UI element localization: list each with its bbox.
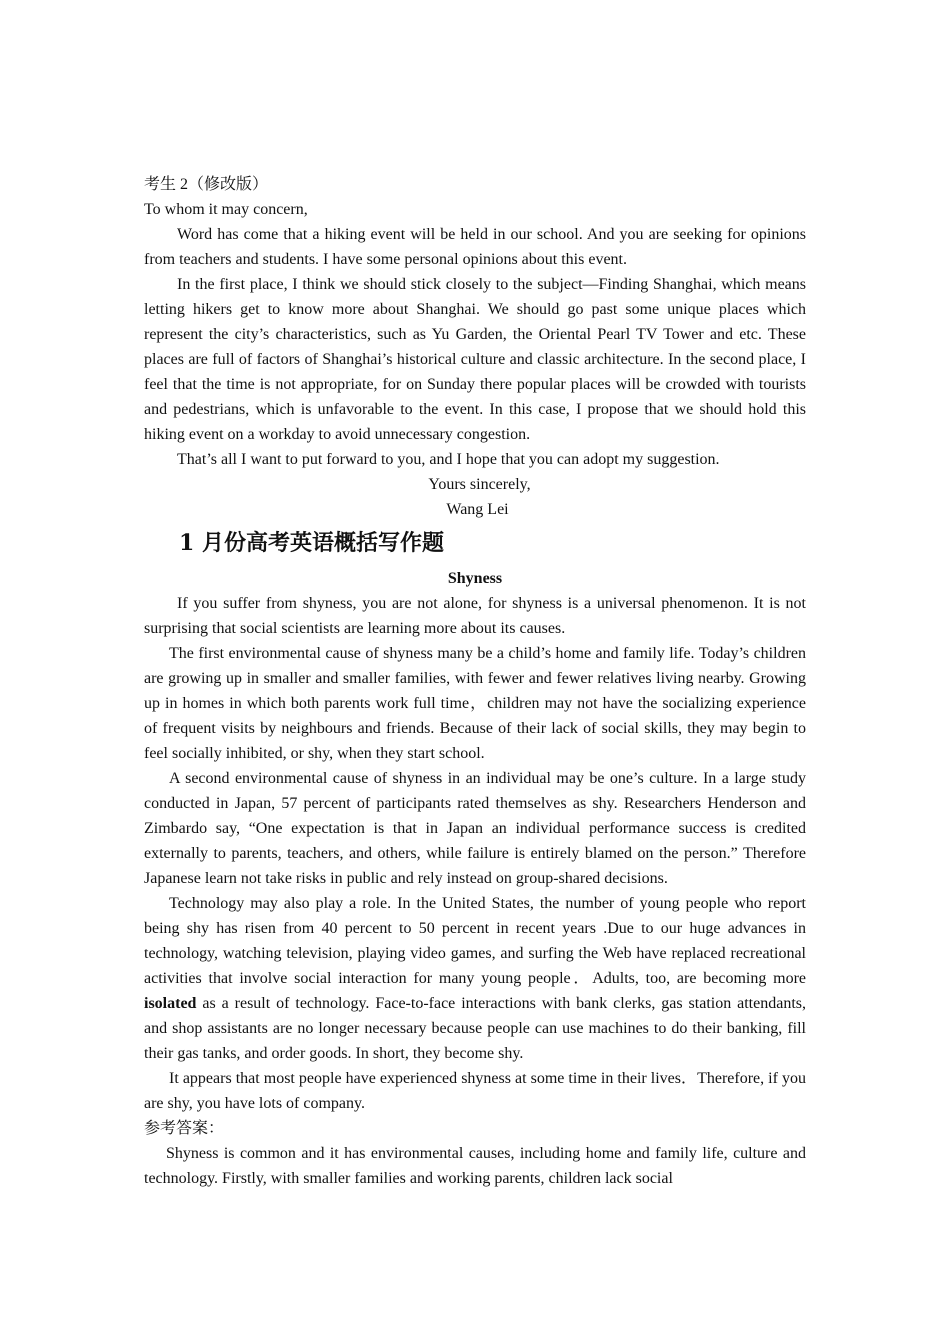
bold-word: isolated xyxy=(144,995,197,1012)
article-paragraph xyxy=(144,891,806,1066)
article-paragraph: It appears that most people have experienced shyness at some time in their lives．Therefore, if you are shy, you have lots of company. xyxy=(144,1070,807,1112)
letter-paragraph: In the first place, I think we should stick closely to the subject—Finding Shanghai, which means letting hikers get to know more about Shanghai. We should go past some unique places which represent the city’s characteristics, such as Yu Garden, the Oriental Pearl TV Tower and etc. These places are full of factors of Shanghai’s historical culture and classic architecture. In the second place, I feel that the time is not appropriate, for on Sunday there popular places will be crowded with tourists and pedestrians, which is unfavorable to the event. In this case, I propose that we should hold this hiking event on a workday to avoid unnecessary congestion. xyxy=(144,276,806,443)
article-paragraph: If you suffer from shyness, you are not alone, for shyness is a universal phenomenon. It is not surprising that social scientists are learning more about its causes. xyxy=(144,595,806,637)
document-body xyxy=(144,172,806,1191)
letter-closing: Yours sincerely, xyxy=(428,476,531,493)
paragraph-text: as a result of technology. Face-to-face interactions with bank clerks, gas station attendants, and shop assistants are no longer necessary because people can use machines to do their banking, fill their gas tanks, and order goods. In short, they become shy. xyxy=(144,995,806,1062)
paragraph-text: Technology may also play a role. In the United States, the number of young people who report being shy has risen from 40 percent to 50 percent in recent years .Due to our huge advances in technology, watching television, playing video games, and surfing the Web have replaced recreational activities that involve social interaction for many young people．Adults, too, are becoming more xyxy=(144,895,806,987)
article-title: Shyness xyxy=(447,570,503,587)
article-paragraph: The first environmental cause of shyness many be a child’s home and family life. Today’s children are growing up in smaller and smaller families, with fewer and fewer relatives living nearby. Growing up in homes in which both parents work full time，children may not have the socializing experience of frequent visits by neighbours and friends. Because of their lack of social skills, they may begin to feel socially inhibited, or shy, when they start school. xyxy=(144,645,806,762)
letter-paragraph: Word has come that a hiking event will be held in our school. And you are seeking for opinions from teachers and students. I have some personal opinions about this event. xyxy=(144,226,806,268)
letter-salutation: To whom it may concern, xyxy=(144,201,308,218)
answer-label: 参考答案： xyxy=(144,1120,225,1137)
section-heading: 1 月份高考英语概括写作题 xyxy=(179,530,444,556)
letter-signature: Wang Lei xyxy=(446,501,509,518)
letter-paragraph: That’s all I want to put forward to you, and I hope that you can adopt my suggestion. xyxy=(177,451,720,468)
candidate-label: 考生 2（修改版） xyxy=(144,176,269,193)
answer-paragraph: Shyness is common and it has environmental causes, including home and family life, culture and technology. Firstly, with smaller families and working parents, children lack social xyxy=(144,1145,806,1187)
article-paragraph: A second environmental cause of shyness in an individual may be one’s culture. In a large study conducted in Japan, 57 percent of participants rated themselves as shy. Researchers Henderson and Zimbardo say, “One expectation is that in Japan an individual performance success is credited externally to parents, teachers, and others, while failure is entirely blamed on the person.” Therefore Japanese learn not take risks in public and rely instead on group-shared decisions. xyxy=(144,770,806,887)
